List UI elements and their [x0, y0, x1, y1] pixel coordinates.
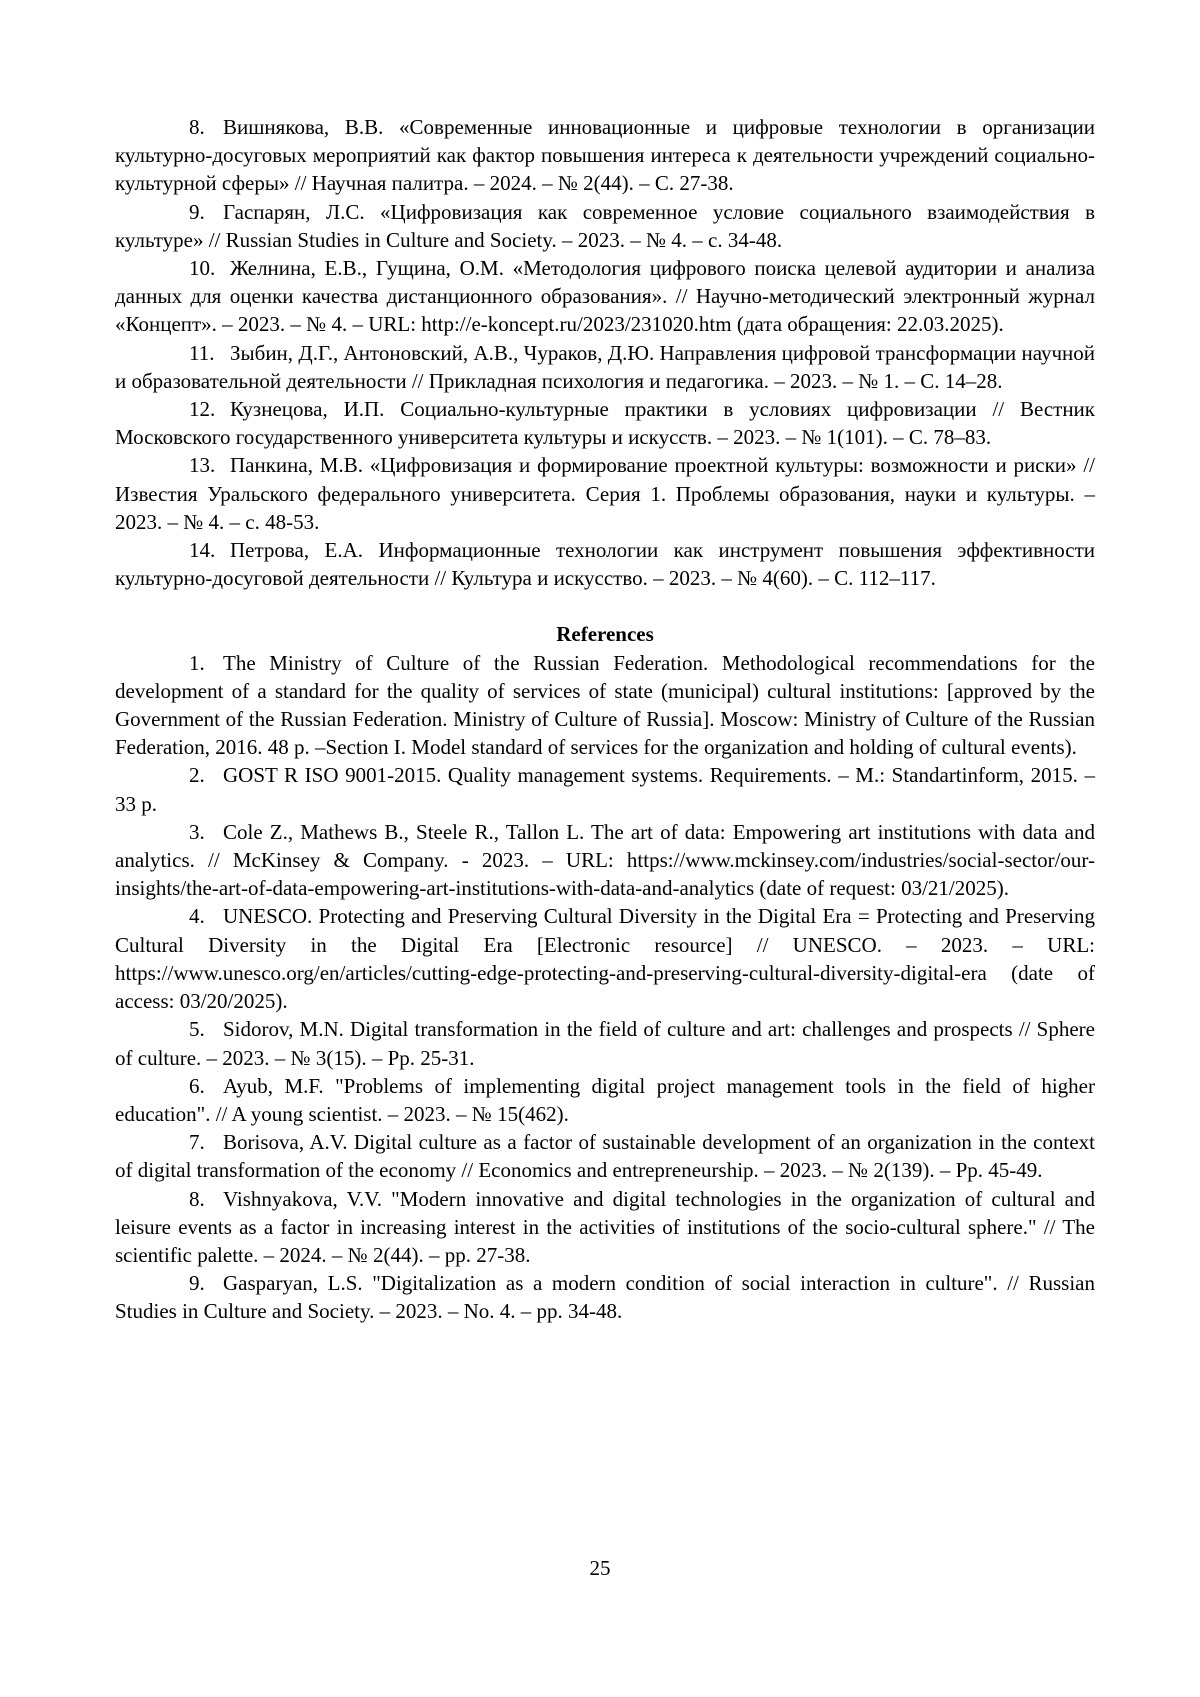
page-number: 25	[0, 1554, 1200, 1582]
document-page	[115, 113, 1095, 1326]
reference-item-en-2	[115, 761, 1095, 817]
reference-item-en-7	[115, 1128, 1095, 1184]
reference-number: 11.	[189, 339, 230, 367]
reference-item-en-6	[115, 1072, 1095, 1128]
reference-number: 8.	[189, 113, 223, 141]
reference-number: 12.	[189, 395, 230, 423]
reference-text: Панкина, М.В. «Цифровизация и формирование проектной культуры: возможности и риски» // Известия Уральского федерального университета. Серия 1. Проблемы образования, науки и культуры. – 2023. – № 4. – с. 48-53.	[115, 453, 1095, 533]
reference-item-en-3	[115, 818, 1095, 903]
reference-text: Gasparyan, L.S. "Digitalization as a modern condition of social interaction in culture". // Russian Studies in Culture and Society. – 2023. – No. 4. – pp. 34-48.	[115, 1271, 1095, 1323]
reference-text: Cole Z., Mathews B., Steele R., Tallon L. The art of data: Empowering art institutions with data and analytics. // McKinsey & Company. - 2023. – URL: https://www.mckinsey.com/industries/social-sector/our-insights/the-art-of-data-empowering-art-institutions-with-data-and-analytics (date of request: 03/21/2025).	[115, 820, 1095, 900]
reference-item-en-5	[115, 1015, 1095, 1071]
reference-item-ru-11	[115, 339, 1095, 395]
reference-item-ru-8	[115, 113, 1095, 198]
reference-text: Ayub, M.F. "Problems of implementing digital project management tools in the field of higher education". // A young scientist. – 2023. – № 15(462).	[115, 1074, 1095, 1126]
reference-number: 13.	[189, 451, 230, 479]
reference-text: Sidorov, M.N. Digital transformation in the field of culture and art: challenges and prospects // Sphere of culture. – 2023. – № 3(15). – Pp. 25-31.	[115, 1017, 1095, 1069]
reference-number: 2.	[189, 761, 223, 789]
english-reference-list	[115, 649, 1095, 1326]
russian-reference-list	[115, 113, 1095, 592]
reference-item-en-8	[115, 1185, 1095, 1270]
reference-number: 3.	[189, 818, 223, 846]
reference-item-ru-10	[115, 254, 1095, 339]
reference-text: Borisova, A.V. Digital culture as a factor of sustainable development of an organization in the context of digital transformation of the economy // Economics and entrepreneurship. – 2023. – № 2(139). – Pp. 45-49.	[115, 1130, 1095, 1182]
reference-text: Гаспарян, Л.С. «Цифровизация как современное условие социального взаимодействия в культуре» // Russian Studies in Culture and Society. – 2023. – № 4. – с. 34-48.	[115, 200, 1095, 252]
reference-number: 6.	[189, 1072, 223, 1100]
reference-item-en-9	[115, 1269, 1095, 1325]
reference-number: 7.	[189, 1128, 223, 1156]
reference-text: Зыбин, Д.Г., Антоновский, А.В., Чураков, Д.Ю. Направления цифровой трансформации научной и образовательной деятельности // Прикладная психология и педагогика. – 2023. – № 1. – С. 14–28.	[115, 341, 1095, 393]
reference-item-ru-13	[115, 451, 1095, 536]
reference-number: 4.	[189, 902, 223, 930]
reference-item-ru-9	[115, 198, 1095, 254]
reference-text: Петрова, Е.А. Информационные технологии как инструмент повышения эффективности культурно-досуговой деятельности // Культура и искусство. – 2023. – № 4(60). – С. 112–117.	[115, 538, 1095, 590]
reference-number: 9.	[189, 198, 223, 226]
reference-number: 1.	[189, 649, 223, 677]
references-heading: References	[115, 620, 1095, 648]
reference-number: 5.	[189, 1015, 223, 1043]
reference-number: 9.	[189, 1269, 223, 1297]
reference-text: Кузнецова, И.П. Социально-культурные практики в условиях цифровизации // Вестник Московского государственного университета культуры и искусств. – 2023. – № 1(101). – С. 78–83.	[115, 397, 1095, 449]
reference-text: The Ministry of Culture of the Russian Federation. Methodological recommendations for the development of a standard for the quality of services of state (municipal) cultural institutions: [approved by the Government of the Russian Federation. Ministry of Culture of Russia]. Moscow: Ministry of Culture of the Russian Federation, 2016. 48 p. –Section I. Model standard of services for the organization and holding of cultural events).	[115, 651, 1095, 760]
reference-item-ru-14	[115, 536, 1095, 592]
reference-number: 14.	[189, 536, 230, 564]
reference-text: UNESCO. Protecting and Preserving Cultural Diversity in the Digital Era = Protecting and Preserving Cultural Diversity in the Digital Era [Electronic resource] // UNESCO. – 2023. – URL: https://www.unesco.org/en/articles/cutting-edge-protecting-and-preserving-cultural-diversity-digital-era (date of access: 03/20/2025).	[115, 904, 1095, 1013]
reference-text: Vishnyakova, V.V. "Modern innovative and digital technologies in the organization of cultural and leisure events as a factor in increasing interest in the activities of institutions of the socio-cultural sphere." // The scientific palette. – 2024. – № 2(44). – pp. 27-38.	[115, 1187, 1095, 1267]
reference-text: GOST R ISO 9001-2015. Quality management systems. Requirements. – M.: Standartinform, 2015. – 33 p.	[115, 763, 1095, 815]
reference-number: 10.	[189, 254, 230, 282]
reference-number: 8.	[189, 1185, 223, 1213]
reference-text: Вишнякова, В.В. «Современные инновационные и цифровые технологии в организации культурно-досуговых мероприятий как фактор повышения интереса к деятельности учреждений социально-культурной сферы» // Научная палитра. – 2024. – № 2(44). – С. 27-38.	[115, 115, 1095, 195]
reference-item-en-4	[115, 902, 1095, 1015]
reference-text: Желнина, Е.В., Гущина, О.М. «Методология цифрового поиска целевой аудитории и анализа данных для оценки качества дистанционного образования». // Научно-методический электронный журнал «Концепт». – 2023. – № 4. – URL: http://e-koncept.ru/2023/231020.htm (дата обращения: 22.03.2025).	[115, 256, 1095, 336]
reference-item-en-1	[115, 649, 1095, 762]
reference-item-ru-12	[115, 395, 1095, 451]
